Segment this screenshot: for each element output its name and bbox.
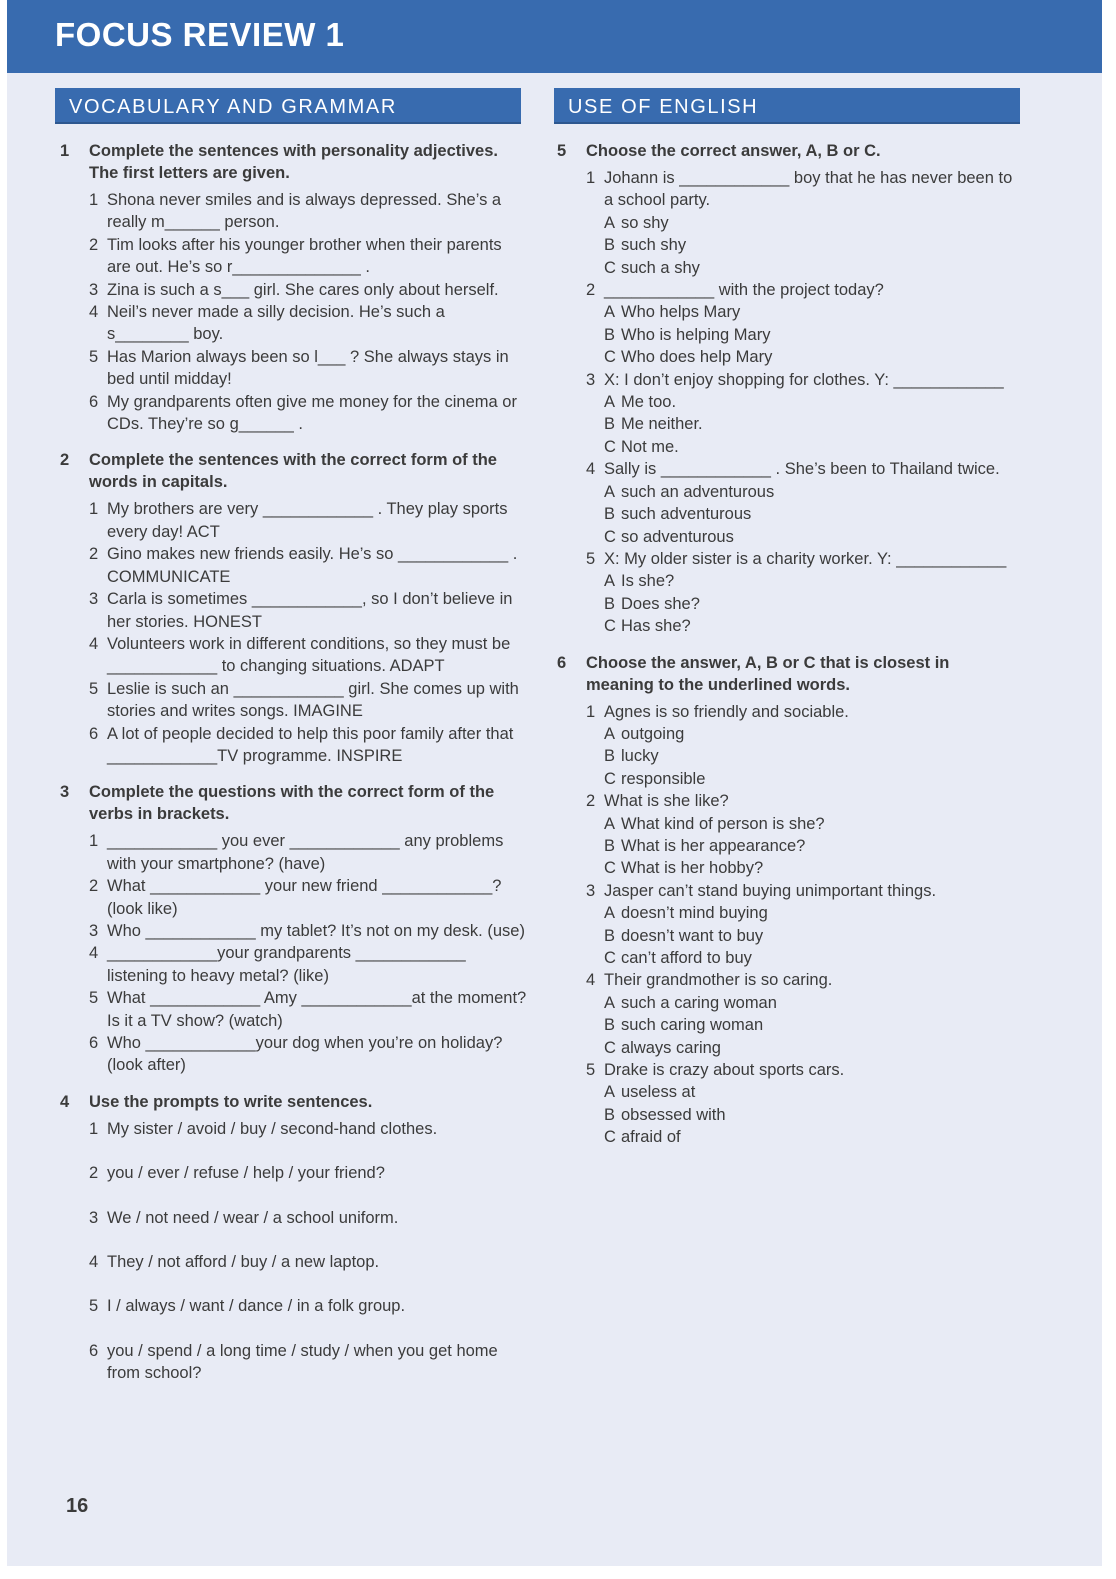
item-number: 3 <box>586 370 596 389</box>
item-row <box>89 1251 530 1273</box>
option-letter: B <box>604 505 616 524</box>
option-letter: B <box>604 1016 616 1035</box>
exercise-item <box>89 633 530 678</box>
option-text: Who helps Mary <box>621 303 741 322</box>
option-letter: A <box>604 572 616 591</box>
option-letter: B <box>604 747 616 766</box>
item-number: 4 <box>586 460 596 479</box>
exercise <box>60 781 530 1076</box>
exercise-item <box>89 234 530 279</box>
item-number: 1 <box>89 832 99 851</box>
item-number: 3 <box>89 280 99 299</box>
option-text: Does she? <box>621 594 700 613</box>
answer-option <box>604 593 1017 615</box>
item-text: Tim looks after his younger brother when their parents are out. He’s so r______________ . <box>107 235 502 277</box>
item-number: 2 <box>89 877 99 896</box>
answer-options <box>604 723 1017 790</box>
item-row <box>586 548 1017 570</box>
option-letter: A <box>604 993 616 1012</box>
item-row <box>89 1162 530 1184</box>
exercise-item <box>89 588 530 633</box>
exercise <box>60 449 530 767</box>
option-letter: B <box>604 236 616 255</box>
exercise-item <box>89 830 530 875</box>
exercise-heading <box>60 1091 530 1113</box>
option-letter: C <box>604 617 616 636</box>
exercise-item <box>89 875 530 920</box>
option-letter: B <box>604 1105 616 1124</box>
item-number: 6 <box>89 724 99 743</box>
item-row <box>586 701 1017 723</box>
item-number: 6 <box>89 392 99 411</box>
item-text: Neil’s never made a silly decision. He’s such a s________ boy. <box>107 303 445 344</box>
item-text: Sally is ____________ . She’s been to Thailand twice. <box>604 460 1000 479</box>
answer-option <box>604 436 1017 458</box>
item-text: A lot of people decided to help this poor family after that ____________TV programme. INSPIRE <box>107 724 514 765</box>
exercise-item <box>586 1059 1017 1149</box>
item-number: 2 <box>586 792 596 811</box>
option-text: useless at <box>621 1083 696 1102</box>
answer-option <box>604 301 1017 323</box>
item-number: 1 <box>89 1119 99 1138</box>
option-text: so shy <box>621 213 669 232</box>
answer-option <box>604 503 1017 525</box>
exercise-item <box>89 1118 530 1140</box>
section-heading-vocabulary: VOCABULARY AND GRAMMAR <box>55 88 521 124</box>
item-row <box>89 346 530 391</box>
right-column <box>557 140 1017 1163</box>
item-row <box>89 588 530 633</box>
item-text: ____________your grandparents ____________ listening to heavy metal? (like) <box>107 944 466 985</box>
page-number: 16 <box>66 1495 89 1517</box>
item-row <box>586 969 1017 991</box>
exercise-item <box>89 301 530 346</box>
exercise-items <box>89 189 530 435</box>
option-letter: B <box>604 836 616 855</box>
answer-option <box>604 1037 1017 1059</box>
item-row <box>89 279 530 301</box>
item-number: 5 <box>89 347 99 366</box>
item-number: 3 <box>89 590 99 609</box>
option-text: always caring <box>621 1038 721 1057</box>
answer-options <box>604 570 1017 637</box>
answer-option <box>604 1014 1017 1036</box>
item-row <box>586 279 1017 301</box>
item-number: 6 <box>89 1034 99 1052</box>
answer-option <box>604 1081 1017 1103</box>
item-row <box>89 234 530 279</box>
exercise <box>60 140 530 435</box>
item-row <box>89 942 530 987</box>
exercise-item <box>586 701 1017 791</box>
option-letter: C <box>604 949 616 967</box>
item-row <box>586 369 1017 391</box>
item-row <box>89 498 530 543</box>
answer-option <box>604 212 1017 234</box>
option-text: Not me. <box>621 437 679 456</box>
option-text: responsible <box>621 769 706 788</box>
option-text: such a caring woman <box>621 993 777 1012</box>
option-text: afraid of <box>621 1128 681 1147</box>
option-letter: A <box>604 1083 616 1102</box>
item-number: 1 <box>586 169 596 187</box>
exercise-items <box>586 701 1017 1149</box>
exercise-instruction: Use the prompts to write sentences. <box>89 1092 373 1111</box>
answer-options <box>604 992 1017 1059</box>
answer-option <box>604 346 1017 368</box>
item-text: Has Marion always been so l___ ? She always stays in bed until midday! <box>107 347 509 389</box>
item-number: 5 <box>89 1297 99 1316</box>
answer-option <box>604 925 1017 947</box>
answer-option <box>604 768 1017 790</box>
option-text: What kind of person is she? <box>621 814 825 833</box>
answer-options <box>604 481 1017 548</box>
exercise-instruction: Choose the correct answer, A, B or C. <box>586 142 881 160</box>
exercise-item <box>89 987 530 1032</box>
option-text: such caring woman <box>621 1016 764 1035</box>
item-row <box>89 1118 530 1140</box>
option-letter: A <box>604 724 616 743</box>
exercise-items <box>89 1118 530 1385</box>
answer-option <box>604 413 1017 435</box>
exercise-item <box>89 1251 530 1273</box>
exercise-item <box>89 1295 530 1317</box>
answer-option <box>604 257 1017 279</box>
item-row <box>89 678 530 723</box>
exercise-item <box>89 189 530 234</box>
item-row <box>89 723 530 768</box>
item-text: Agnes is so friendly and sociable. <box>604 702 849 721</box>
exercise-number: 5 <box>557 142 567 160</box>
item-text: Johann is ____________ boy that he has never been to a school party. <box>604 169 1013 210</box>
item-text: What ____________ Amy ____________at the moment? Is it a TV show? (watch) <box>107 989 527 1030</box>
exercise-number: 2 <box>60 451 70 470</box>
option-text: Has she? <box>621 617 691 636</box>
option-letter: C <box>604 769 616 788</box>
exercise-item <box>89 391 530 436</box>
answer-option <box>604 1126 1017 1148</box>
option-text: outgoing <box>621 724 685 743</box>
item-number: 4 <box>89 1253 99 1272</box>
option-text: Who is helping Mary <box>621 325 771 344</box>
item-row <box>586 880 1017 902</box>
option-text: can’t afford to buy <box>621 949 752 967</box>
option-text: doesn’t want to buy <box>621 926 764 945</box>
item-text: X: My older sister is a charity worker. Y: ____________ <box>604 549 1007 568</box>
item-number: 4 <box>89 634 99 653</box>
exercise-heading <box>60 449 530 493</box>
section-heading-use-of-english: USE OF ENGLISH <box>554 88 1020 124</box>
exercise-items <box>89 830 530 1076</box>
item-text: ____________ you ever ____________ any problems with your smartphone? (have) <box>107 832 504 873</box>
option-letter: A <box>604 213 616 232</box>
option-letter: C <box>604 348 616 367</box>
item-text: Who ____________your dog when you’re on holiday? (look after) <box>107 1034 503 1075</box>
option-letter: C <box>604 859 616 878</box>
answer-option <box>604 526 1017 548</box>
option-letter: B <box>604 415 616 434</box>
exercise <box>60 1091 530 1385</box>
item-row <box>586 458 1017 480</box>
exercise-number: 6 <box>557 653 567 672</box>
item-number: 5 <box>586 1061 596 1080</box>
answer-option <box>604 745 1017 767</box>
item-number: 4 <box>586 971 596 990</box>
item-row <box>89 391 530 436</box>
exercise-item <box>89 1032 530 1077</box>
answer-option <box>604 391 1017 413</box>
item-number: 1 <box>89 191 99 209</box>
option-letter: A <box>604 393 616 412</box>
option-letter: A <box>604 904 616 923</box>
item-text: Drake is crazy about sports cars. <box>604 1061 845 1080</box>
exercise-instruction: Complete the questions with the correct form of the verbs in brackets. <box>89 783 495 824</box>
exercise-item <box>586 880 1017 970</box>
exercise-item <box>89 942 530 987</box>
item-number: 2 <box>89 545 99 564</box>
answer-option <box>604 857 1017 879</box>
item-number: 2 <box>89 1164 99 1183</box>
item-text: ____________ with the project today? <box>604 281 884 300</box>
answer-option <box>604 813 1017 835</box>
item-number: 3 <box>89 921 99 940</box>
item-number: 4 <box>89 303 99 322</box>
worksheet-page <box>7 0 1102 1566</box>
item-text: Jasper can’t stand buying unimportant things. <box>604 881 937 900</box>
item-row <box>586 1059 1017 1081</box>
exercise-items <box>89 498 530 767</box>
exercise-item <box>89 498 530 543</box>
exercise-number: 1 <box>60 142 70 160</box>
item-row <box>89 987 530 1032</box>
item-row <box>89 1032 530 1077</box>
option-letter: A <box>604 303 616 322</box>
item-row <box>586 167 1017 212</box>
item-number: 1 <box>586 702 596 721</box>
item-text: you / spend / a long time / study / when you get home from school? <box>107 1341 498 1383</box>
answer-option <box>604 481 1017 503</box>
option-letter: C <box>604 437 616 456</box>
item-text: you / ever / refuse / help / your friend? <box>107 1164 385 1183</box>
exercise-heading <box>60 781 530 825</box>
item-row <box>89 1207 530 1229</box>
option-text: such a shy <box>621 258 700 277</box>
item-number: 2 <box>89 235 99 254</box>
item-text: What is she like? <box>604 792 729 811</box>
item-text: Volunteers work in different conditions, so they must be ____________ to changing situations. ADAPT <box>107 634 511 676</box>
exercise-heading <box>557 652 1017 696</box>
exercise-item <box>586 969 1017 1059</box>
answer-option <box>604 324 1017 346</box>
answer-options <box>604 212 1017 279</box>
exercise <box>557 140 1017 638</box>
option-letter: A <box>604 482 616 501</box>
item-number: 3 <box>89 1208 99 1227</box>
option-text: such adventurous <box>621 505 752 524</box>
item-number: 5 <box>586 549 596 568</box>
item-number: 3 <box>586 881 596 900</box>
option-letter: A <box>604 814 616 833</box>
answer-option <box>604 902 1017 924</box>
option-text: lucky <box>621 747 659 766</box>
exercise-number: 4 <box>60 1092 70 1111</box>
answer-option <box>604 723 1017 745</box>
option-letter: B <box>604 594 616 613</box>
item-row <box>89 301 530 346</box>
item-text: X: I don’t enjoy shopping for clothes. Y: ____________ <box>604 370 1004 389</box>
item-row <box>89 920 530 942</box>
exercise-heading <box>557 140 1017 162</box>
option-text: obsessed with <box>621 1105 726 1124</box>
exercise-item <box>89 723 530 768</box>
item-text: Shona never smiles and is always depressed. She’s a really m______ person. <box>107 191 502 232</box>
option-text: doesn’t mind buying <box>621 904 768 923</box>
exercise-instruction: Choose the answer, A, B or C that is closest in meaning to the underlined words. <box>586 653 950 694</box>
item-number: 5 <box>89 989 99 1008</box>
item-row <box>89 1340 530 1385</box>
item-row <box>89 189 530 234</box>
item-number: 4 <box>89 944 99 963</box>
exercise-item <box>586 458 1017 548</box>
exercise-number: 3 <box>60 783 70 802</box>
item-number: 2 <box>586 281 596 300</box>
item-text: They / not afford / buy / a new laptop. <box>107 1253 380 1272</box>
item-row <box>586 790 1017 812</box>
left-column <box>60 140 530 1399</box>
item-text: My sister / avoid / buy / second-hand clothes. <box>107 1119 438 1138</box>
title-bar <box>7 0 1102 73</box>
exercise-item <box>89 346 530 391</box>
item-text: We / not need / wear / a school uniform. <box>107 1208 399 1227</box>
item-text: What ____________ your new friend ____________? (look like) <box>107 877 502 918</box>
exercise-heading <box>60 140 530 184</box>
answer-option <box>604 615 1017 637</box>
item-number: 6 <box>89 1341 99 1360</box>
option-letter: C <box>604 1128 616 1147</box>
item-row <box>89 633 530 678</box>
item-text: Carla is sometimes ____________, so I don’t believe in her stories. HONEST <box>107 590 513 631</box>
item-text: My grandparents often give me money for the cinema or CDs. They’re so g______ . <box>107 392 517 434</box>
exercise-item <box>586 369 1017 459</box>
answer-option <box>604 1104 1017 1126</box>
exercise <box>557 652 1017 1149</box>
item-text: My brothers are very ____________ . They play sports every day! ACT <box>107 500 508 541</box>
exercise-instruction: Complete the sentences with personality adjectives. The first letters are given. <box>89 142 498 182</box>
item-number: 1 <box>89 500 99 519</box>
exercise-item <box>586 790 1017 880</box>
option-text: Is she? <box>621 572 675 591</box>
answer-option <box>604 947 1017 969</box>
option-text: Who does help Mary <box>621 348 773 367</box>
answer-options <box>604 301 1017 368</box>
item-text: I / always / want / dance / in a folk group. <box>107 1297 406 1316</box>
option-text: such shy <box>621 236 687 255</box>
option-letter: C <box>604 527 616 546</box>
item-row <box>89 543 530 588</box>
exercise-item <box>89 1162 530 1184</box>
exercise-items <box>586 167 1017 638</box>
answer-option <box>604 835 1017 857</box>
option-text: so adventurous <box>621 527 734 546</box>
item-row <box>89 830 530 875</box>
answer-options <box>604 1081 1017 1148</box>
exercise-item <box>89 543 530 588</box>
exercise-instruction: Complete the sentences with the correct form of the words in capitals. <box>89 451 497 492</box>
option-letter: B <box>604 926 616 945</box>
answer-options <box>604 391 1017 458</box>
option-letter: C <box>604 1038 616 1057</box>
answer-option <box>604 234 1017 256</box>
item-text: Who ____________ my tablet? It’s not on my desk. (use) <box>107 921 525 940</box>
page-title: FOCUS REVIEW 1 <box>55 16 345 53</box>
option-text: Me neither. <box>621 415 703 434</box>
option-text: What is her appearance? <box>621 836 806 855</box>
option-text: What is her hobby? <box>621 859 764 878</box>
answer-options <box>604 813 1017 880</box>
exercise-item <box>89 920 530 942</box>
option-letter: C <box>604 258 616 277</box>
exercise-item <box>89 1340 530 1385</box>
answer-option <box>604 570 1017 592</box>
option-text: Me too. <box>621 393 677 412</box>
item-text: Their grandmother is so caring. <box>604 971 833 990</box>
item-row <box>89 875 530 920</box>
exercise-item <box>89 279 530 301</box>
exercise-item <box>586 167 1017 279</box>
item-text: Zina is such a s___ girl. She cares only about herself. <box>107 280 499 299</box>
item-row <box>89 1295 530 1317</box>
answer-option <box>604 992 1017 1014</box>
item-text: Gino makes new friends easily. He’s so ____________ . COMMUNICATE <box>107 545 518 586</box>
item-text: Leslie is such an ____________ girl. She comes up with stories and writes songs. IMAGINE <box>107 679 519 721</box>
exercise-item <box>89 678 530 723</box>
answer-options <box>604 902 1017 969</box>
option-text: such an adventurous <box>621 482 775 501</box>
exercise-item <box>89 1207 530 1229</box>
item-number: 5 <box>89 679 99 698</box>
exercise-item <box>586 548 1017 638</box>
exercise-item <box>586 279 1017 369</box>
option-letter: B <box>604 325 616 344</box>
